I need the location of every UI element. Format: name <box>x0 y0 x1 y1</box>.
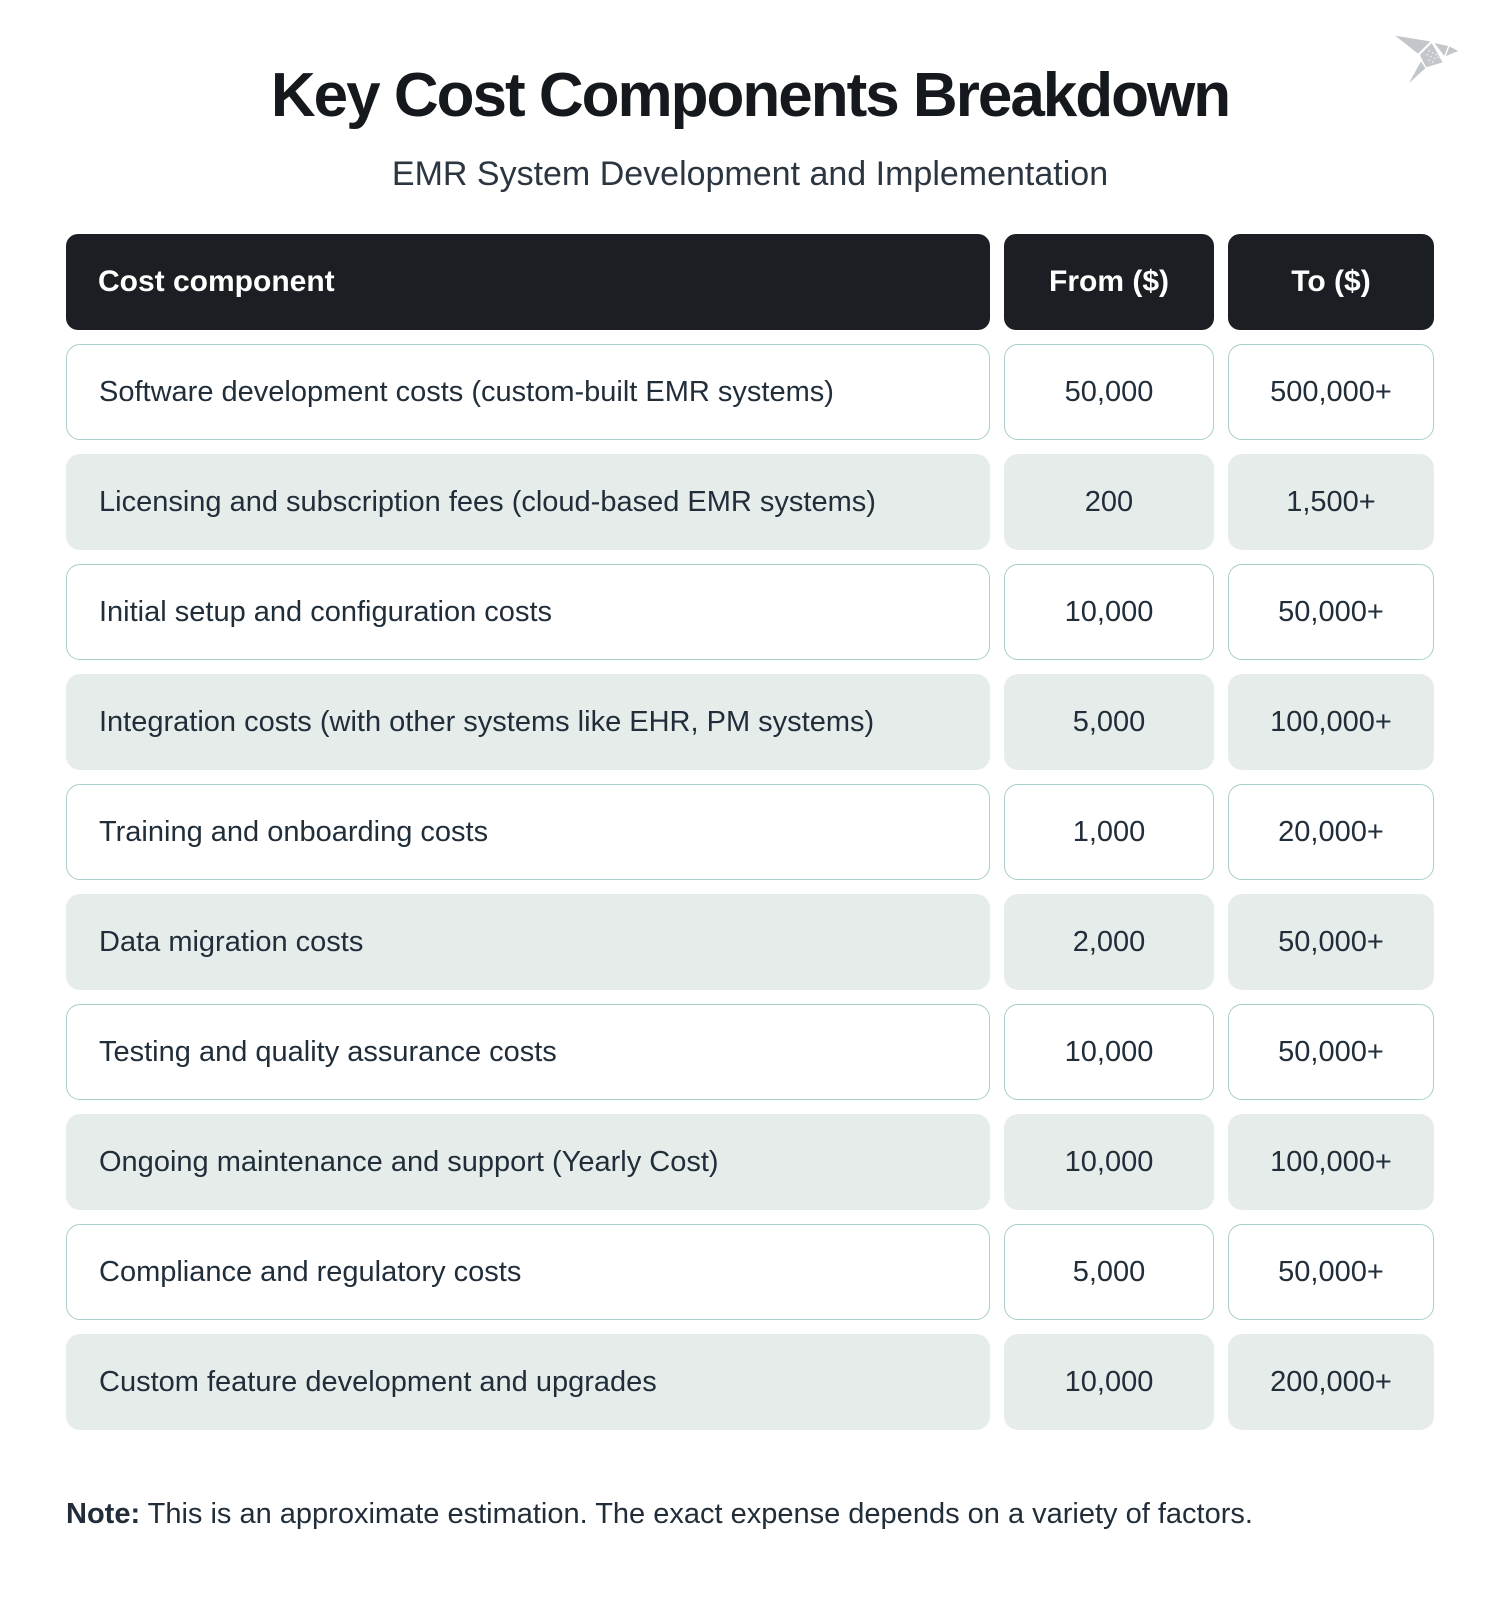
component-cell: Initial setup and configuration costs <box>66 564 990 660</box>
to-cell: 1,500+ <box>1228 454 1434 550</box>
to-cell: 50,000+ <box>1228 894 1434 990</box>
note-text <box>66 1494 1434 1534</box>
to-cell: 100,000+ <box>1228 674 1434 770</box>
component-cell: Licensing and subscription fees (cloud-based EMR systems) <box>66 454 990 550</box>
from-cell: 1,000 <box>1004 784 1214 880</box>
from-cell: 5,000 <box>1004 1224 1214 1320</box>
from-cell: 200 <box>1004 454 1214 550</box>
header-cell-component: Cost component <box>66 234 990 330</box>
to-cell: 500,000+ <box>1228 344 1434 440</box>
component-cell: Data migration costs <box>66 894 990 990</box>
from-cell: 2,000 <box>1004 894 1214 990</box>
to-cell: 200,000+ <box>1228 1334 1434 1430</box>
component-cell: Integration costs (with other systems like EHR, PM systems) <box>66 674 990 770</box>
to-cell: 50,000+ <box>1228 1004 1434 1100</box>
component-cell: Custom feature development and upgrades <box>66 1334 990 1430</box>
to-cell: 50,000+ <box>1228 1224 1434 1320</box>
page-subtitle: EMR System Development and Implementation <box>391 155 1109 193</box>
component-cell: Software development costs (custom-built EMR systems) <box>66 344 990 440</box>
to-cell: 20,000+ <box>1228 784 1434 880</box>
cost-table <box>66 234 1434 1430</box>
to-cell: 100,000+ <box>1228 1114 1434 1210</box>
to-cell: 50,000+ <box>1228 564 1434 660</box>
component-cell: Training and onboarding costs <box>66 784 990 880</box>
from-cell: 5,000 <box>1004 674 1214 770</box>
component-cell: Ongoing maintenance and support (Yearly Cost) <box>66 1114 990 1210</box>
origami-bird-icon <box>1380 24 1480 98</box>
page-title: Key Cost Components Breakdown <box>270 61 1230 130</box>
from-cell: 10,000 <box>1004 1334 1214 1430</box>
component-cell: Testing and quality assurance costs <box>66 1004 990 1100</box>
from-cell: 10,000 <box>1004 1004 1214 1100</box>
note-label: Note: <box>66 1498 141 1530</box>
from-cell: 10,000 <box>1004 564 1214 660</box>
note-body: This is an approximate estimation. The exact expense depends on a variety of factors. <box>140 1498 1253 1530</box>
component-cell: Compliance and regulatory costs <box>66 1224 990 1320</box>
header-cell-to: To ($) <box>1228 234 1434 330</box>
from-cell: 10,000 <box>1004 1114 1214 1210</box>
from-cell: 50,000 <box>1004 344 1214 440</box>
header-cell-from: From ($) <box>1004 234 1214 330</box>
